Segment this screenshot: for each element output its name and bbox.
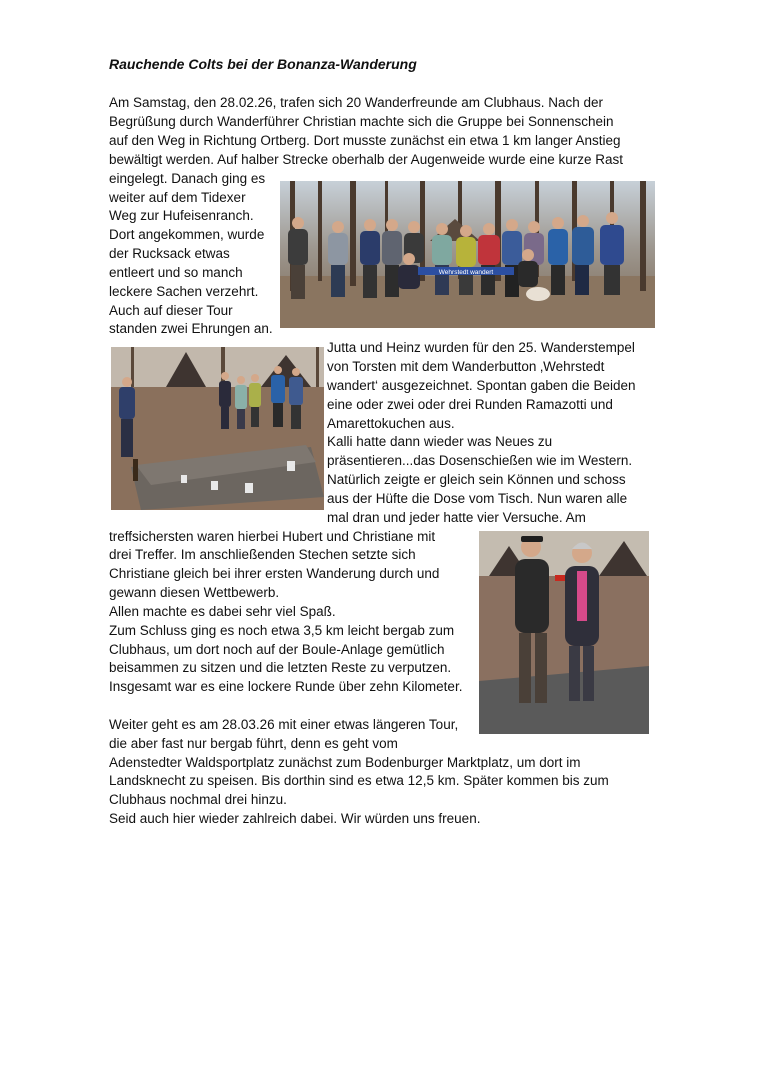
text-line: von Torsten mit dem Wanderbutton ‚Wehrstedt bbox=[327, 359, 605, 374]
text-line: Am Samstag, den 28.02.26, trafen sich 20 Wanderfreunde am Clubhaus. Nach der bbox=[109, 95, 604, 110]
text-line: leckere Sachen verzehrt. bbox=[109, 284, 259, 299]
text-line: beisammen zu sitzen und die letzten Reste zu verputzen. bbox=[109, 660, 452, 675]
text-line: auf den Weg in Richtung Ortberg. Dort musste zunächst ein etwa 1 km langer Anstieg bbox=[109, 133, 621, 148]
text-line: Begrüßung durch Wanderführer Christian machte sich die Gruppe bei Sonnenschein bbox=[109, 114, 614, 129]
text-line: Kalli hatte dann wieder was Neues zu bbox=[327, 434, 553, 449]
text-line: gewann diesen Wettbewerb. bbox=[109, 585, 280, 600]
text-line: eine oder zwei oder drei Runden Ramazotti und bbox=[327, 397, 613, 412]
text-line: die aber fast nur bergab führt, denn es geht vom bbox=[109, 736, 398, 751]
text-line: bewältigt werden. Auf halber Strecke oberhalb der Augenweide wurde eine kurze Rast bbox=[109, 152, 624, 167]
text-line: Clubhaus nochmal drei hinzu. bbox=[109, 792, 287, 807]
text-line: Landsknecht zu speisen. Bis dorthin sind es etwa 12,5 km. Später kommen bis zum bbox=[109, 773, 609, 788]
text-line: Dort angekommen, wurde bbox=[109, 227, 265, 242]
text-line: Auch auf dieser Tour bbox=[109, 303, 233, 318]
text-line: der Rucksack etwas bbox=[109, 246, 230, 261]
text-line: drei Treffer. Im anschließenden Stechen setzte sich bbox=[109, 547, 416, 562]
text-line: weiter auf dem Tidexer bbox=[109, 190, 246, 205]
text-line: entleert und so manch bbox=[109, 265, 243, 280]
text-line: Clubhaus, um dort noch auf der Boule-Anlage gemütlich bbox=[109, 642, 445, 657]
article-title: Rauchende Colts bei der Bonanza-Wanderung bbox=[109, 56, 417, 72]
scarf-banner-text: Wehrstedt wandert bbox=[438, 269, 494, 276]
text-line: Natürlich zeigte er gleich sein Können und schoss bbox=[327, 472, 626, 487]
text-line: Amarettokuchen aus. bbox=[327, 416, 455, 431]
winners-photo bbox=[479, 531, 649, 734]
group-photo bbox=[280, 181, 655, 328]
text-line: präsentieren...das Dosenschießen wie im Western. bbox=[327, 453, 633, 468]
text-line: Allen machte es dabei sehr viel Spaß. bbox=[109, 604, 336, 619]
text-line: eingelegt. Danach ging es bbox=[109, 171, 266, 186]
text-line: Jutta und Heinz wurden für den 25. Wanderstempel bbox=[327, 340, 635, 355]
text-line: standen zwei Ehrungen an. bbox=[109, 321, 273, 336]
text-line: Zum Schluss ging es noch etwa 3,5 km leicht bergab zum bbox=[109, 623, 455, 638]
text-line: mal dran und jeder hatte vier Versuche. Am bbox=[327, 510, 586, 525]
text-line: treffsichersten waren hierbei Hubert und Christiane mit bbox=[109, 529, 436, 544]
text-line: Weiter geht es am 28.03.26 mit einer etwas längeren Tour, bbox=[109, 717, 459, 732]
text-line: wandert‘ ausgezeichnet. Spontan gaben die Beiden bbox=[327, 378, 636, 393]
text-line: Weg zur Hufeisenranch. bbox=[109, 208, 254, 223]
text-line: Adenstedter Waldsportplatz zunächst zum Bodenburger Marktplatz, um dort im bbox=[109, 755, 581, 770]
text-line: Insgesamt war es eine lockere Runde über zehn Kilometer. bbox=[109, 679, 463, 694]
text-line: aus der Hüfte die Dose vom Tisch. Nun waren alle bbox=[327, 491, 628, 506]
text-line: Seid auch hier wieder zahlreich dabei. Wir würden uns freuen. bbox=[109, 811, 481, 826]
text-line: Christiane gleich bei ihrer ersten Wanderung durch und bbox=[109, 566, 440, 581]
can-shooting-photo bbox=[111, 347, 324, 510]
